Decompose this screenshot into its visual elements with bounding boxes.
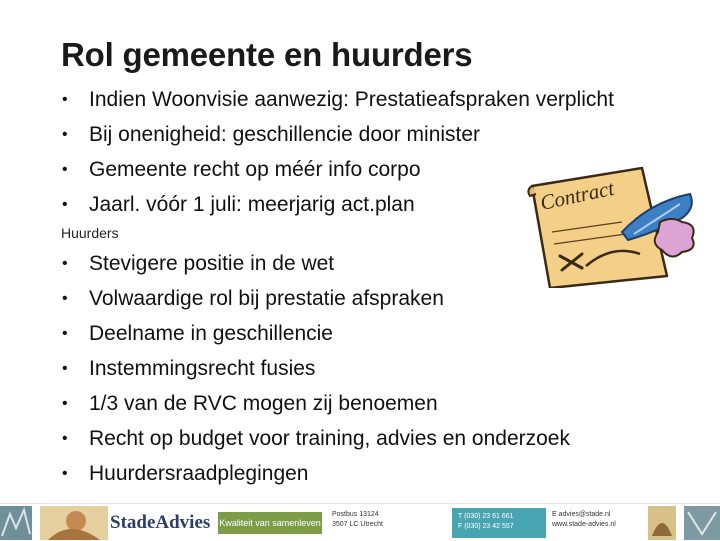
footer-bar — [0, 503, 720, 541]
artwork-thumbnail-icon — [684, 506, 720, 540]
tenants-bullet-list — [62, 246, 570, 491]
bullet-item: • Volwaardige rol bij prestatie afspraken — [62, 287, 444, 310]
bullet-text: Stevigere positie in de wet — [89, 252, 335, 275]
phone-block: T (030) 23 61 661 F (030) 23 42 557 — [452, 508, 546, 538]
tenants-subheading: Huurders — [61, 225, 119, 241]
artwork-thumbnail-icon — [0, 506, 32, 540]
bullet-item: • Huurdersraadplegingen — [62, 462, 309, 485]
artwork-thumbnail-icon — [648, 506, 676, 540]
postal-address: Postbus 13124 3507 LC Utrecht — [332, 511, 383, 528]
slide-title: Rol gemeente en huurders — [61, 36, 473, 73]
brand-logo: StadeAdvies — [110, 512, 211, 533]
contract-clipart — [522, 158, 702, 288]
bullet-item: • Indien Woonvisie aanwezig: Prestatieafspraken verplicht — [62, 88, 614, 111]
bullet-text: Recht op budget voor training, advies en onderzoek — [89, 427, 570, 450]
bullet-item: • Instemmingsrecht fusies — [62, 357, 316, 380]
bullet-text: Volwaardige rol bij prestatie afspraken — [89, 287, 444, 310]
bullet-item: • Deelname in geschillencie — [62, 322, 333, 345]
bullet-item: • Stevigere positie in de wet — [62, 252, 335, 275]
brand-tagline: Kwaliteit van samenleven — [218, 512, 322, 534]
bullet-text: Bij onenigheid: geschillencie door minister — [89, 123, 481, 146]
bullet-text: Indien Woonvisie aanwezig: Prestatieafspraken verplicht — [89, 88, 614, 111]
contract-word: Contract — [538, 175, 617, 215]
bullet-item: • 1/3 van de RVC mogen zij benoemen — [62, 392, 438, 415]
bullet-item: • Gemeente recht op méér info corpo — [62, 158, 421, 181]
bullet-item: • Recht op budget voor training, advies en onderzoek — [62, 427, 570, 450]
bullet-item: • Bij onenigheid: geschillencie door minister — [62, 123, 481, 146]
bullet-text: Deelname in geschillencie — [89, 322, 333, 345]
bullet-text: Instemmingsrecht fusies — [89, 357, 316, 380]
bullet-text: Gemeente recht op méér info corpo — [89, 158, 421, 181]
contact-info: E advies@stade.nl www.stade-advies.nl — [552, 511, 616, 528]
bullet-text: 1/3 van de RVC mogen zij benoemen — [89, 392, 438, 415]
bullet-item: • Jaarl. vóór 1 juli: meerjarig act.plan — [62, 193, 415, 216]
bullet-text: Huurdersraadplegingen — [89, 462, 309, 485]
painting-thumbnail-icon — [40, 506, 108, 540]
bullet-text: Jaarl. vóór 1 juli: meerjarig act.plan — [89, 193, 415, 216]
